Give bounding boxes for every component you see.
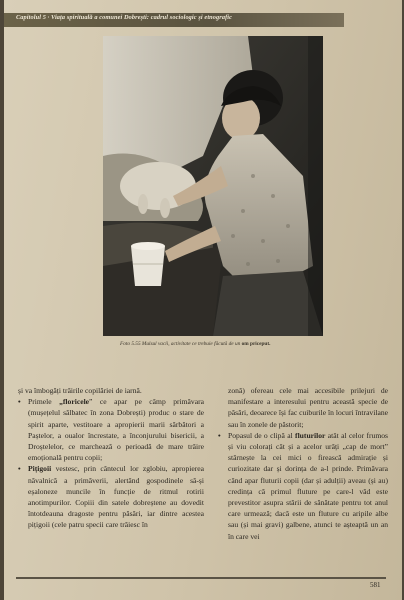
bullet-keyword: „floricele	[59, 397, 90, 407]
intro-line: și va îmbogăți trăirile copilăriei de iarnă.	[18, 386, 142, 395]
continuation-text: zonă) ofereau cele mai accesibile prilejuri de manifestare a interesului pentru această specie de păsări, deoarece își fac cuiburile în locuri întravilane sau în zonele de păstorit;	[228, 386, 388, 429]
caption-text: Foto 5.55 Mulsul vacii, activitate ce trebuie făcută de un	[120, 341, 242, 347]
bullet-text: Popasul de o clipă al	[228, 430, 296, 440]
bullet-floricele	[18, 396, 204, 463]
left-column	[18, 385, 204, 531]
bullet-pitigoii	[18, 463, 204, 530]
bullet-marker: •	[18, 464, 21, 474]
bullet-keyword: fluturilor	[295, 430, 326, 440]
bullet-text: Primele	[28, 397, 60, 407]
bullet-text: vestesc, prin cântecul lor zglobiu, apropierea năvalnică a primăverii, alertând gospodinele să-și eșaloneze muncile în funcție de ritmul rotirii anotimpurilor. Copiii din satele dobreștene au dovedit întotdeauna dragoste pentru păsări, iar dintre acestea pițigoii (cele patru specii care trăiesc în	[28, 464, 204, 530]
milking-cow-photo	[103, 36, 323, 336]
figure-caption	[120, 341, 340, 347]
running-head: Capitolul 5 · Viața spirituală a comunei Dobrești: cadrul sociologic și etnografic	[16, 14, 233, 21]
bullet-text: ” ce apar pe câmp primăvara (mușețelul sălbatec în zona Dobrești) produc o stare de spirit aparte, vestitoare a apropierii marii sărbători a Paștelor, a oualor încrestate, a înconjurului bisericii, a Droștelelor, ce marchează o perioadă de mare trăire emoțională pentru copii;	[28, 397, 204, 463]
bullet-keyword: Pițigoii	[28, 464, 52, 474]
bullet-marker: •	[18, 397, 21, 407]
bullet-fluturi	[218, 430, 388, 542]
footer-rule	[16, 577, 386, 579]
book-page	[4, 0, 402, 600]
photograph	[103, 36, 323, 336]
bullet-marker: •	[218, 430, 221, 440]
caption-bold-text: om priceput.	[241, 341, 271, 347]
right-column	[218, 385, 388, 542]
bullet-text: atât al celor frumos și viu colorați cât și a acelor urâți „cap de mort” stârnește la cei mici o firească admirație și curiozitate dar și dorința de a-l prinde. Primăvara când apar fluturii copii (dar și adulții) aveau (și au) credința că primul fluture pe care-l văd este prevestitor asupra stării de sănătate pentru tot anul care urmează; dacă este un fluture cu aripile albe sau (și mai gravi) galbene, atunci te așteaptă un an în care vei	[228, 430, 388, 541]
page-number: 581	[370, 581, 381, 589]
